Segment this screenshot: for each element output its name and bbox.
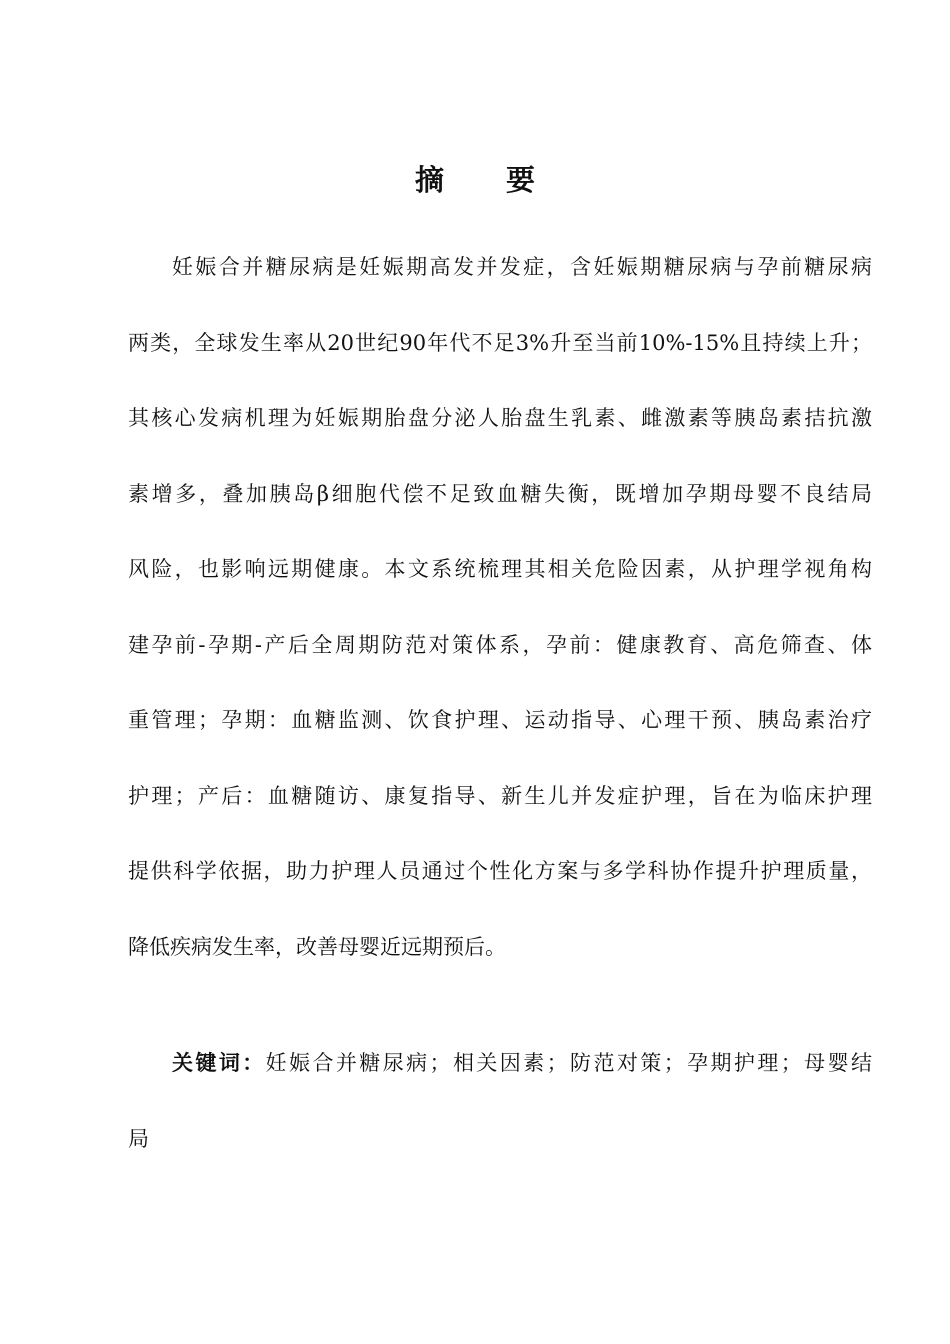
abstract-line: 妊娠合并糖尿病是妊娠期高发并发症，含妊娠期糖尿病与孕前糖尿病 (172, 255, 872, 279)
keywords-line (128, 1044, 872, 1120)
keywords-section (128, 1044, 872, 1195)
abstract-line: 素增多，叠加胰岛β细胞代偿不足致血糖失衡，既增加孕期母婴不良结局 (128, 481, 872, 506)
page-title: 摘 要 (414, 163, 562, 197)
abstract-line: 其核心发病机理为妊娠期胎盘分泌人胎盘生乳素、雌激素等胰岛素拮抗激 (128, 406, 872, 430)
keywords-continuation: 局 (128, 1126, 149, 1151)
abstract-line: 护理；产后：血糖随访、康复指导、新生儿并发症护理，旨在为临床护理 (128, 783, 872, 808)
abstract-line: 两类，全球发生率从20世纪90年代不足3%升至当前10%-15%且持续上升； (128, 330, 872, 355)
abstract-line: 重管理；孕期：血糖监测、饮食护理、运动指导、心理干预、胰岛素治疗 (128, 708, 872, 732)
abstract-line: 风险，也影响远期健康。本文系统梳理其相关危险因素，从护理学视角构 (128, 557, 872, 581)
abstract-line: 提供科学依据，助力护理人员通过个性化方案与多学科协作提升护理质量， (128, 859, 872, 883)
abstract-line: 建孕前-孕期-产后全周期防范对策体系，孕前：健康教育、高危筛查、体 (128, 632, 872, 657)
keywords-text: 妊娠合并糖尿病；相关因素；防范对策；孕期护理；母婴结 (265, 1051, 872, 1075)
abstract-line: 降低疾病发生率，改善母婴近远期预后。 (128, 934, 506, 959)
abstract-body (128, 248, 872, 1003)
keywords-label: 关键词： (172, 1051, 266, 1075)
